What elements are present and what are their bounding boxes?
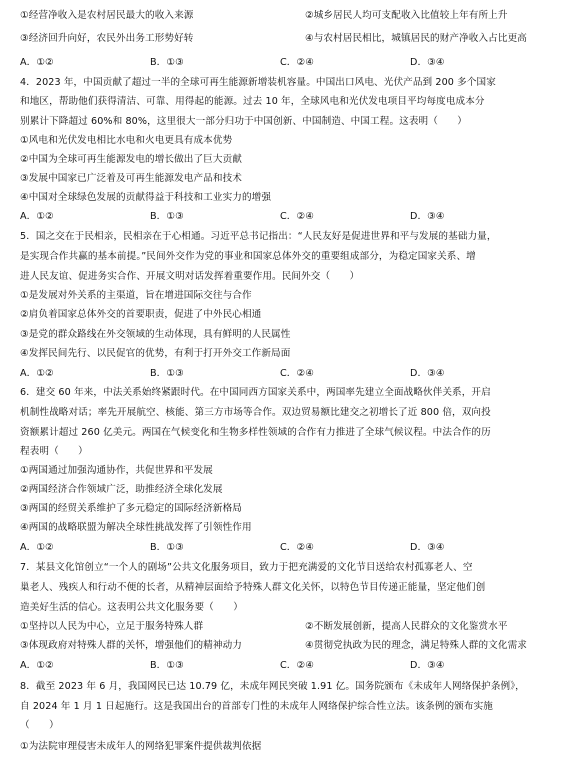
q3-choice-c: C．②④ <box>280 57 314 68</box>
q3-options-row-1 <box>20 6 570 25</box>
q7-choice-b: B．①③ <box>150 660 184 671</box>
q7-choice-c: C．②④ <box>280 660 314 671</box>
q4-choice-d: D．③④ <box>410 211 445 222</box>
q6-stem-line-3: 资额累计超过 260 亿美元。两国在气候变化和生物多样性领域的合作有力推进了全球气候议程。中法合作的历 <box>20 427 491 438</box>
q7-option-2: ②不断发展创新，提高人民群众的文化鉴赏水平 <box>305 621 508 632</box>
q6-choices <box>20 538 570 557</box>
q5-choices <box>20 364 570 383</box>
q4-option-3: ③发展中国家已广泛着及可再生能源发电产品和技术 <box>20 173 242 184</box>
q8-stem-line-1: 8．截至 2023 年 6 月，我国网民已达 10.79 亿，未成年网民突破 1.91 亿。国务院颁布《未成年人网络保护条例》， <box>20 681 525 692</box>
q5-option-1: ①是发展对外关系的主渠道，旨在增进国际交往与合作 <box>20 290 252 301</box>
q3-choices <box>20 53 570 72</box>
q5-option-4: ④发挥民间先行、以民促官的优势，有利于打开外交工作新局面 <box>20 348 291 359</box>
q7-options-row-1 <box>20 617 570 636</box>
q3-choice-d: D．③④ <box>410 57 445 68</box>
q7-option-3: ③体现政府对特殊人群的关怀，增强他们的精神动力 <box>20 640 242 651</box>
q7-stem-line-2: 巢老人、残疾人和行动不便的长者，从精神层面给予特殊人群文化关怀，以特色节目传递正能量，坚定他们创 <box>20 582 486 593</box>
q5-choice-a: A．①② <box>20 368 54 379</box>
q6-option-4: ④两国的战略联盟为解决全球性挑战发挥了引领性作用 <box>20 522 252 533</box>
q4-stem-line-3: 别累计下降超过 60%和 80%，这里很大一部分归功于中国创新、中国制造、中国工程。这表明（ ） <box>20 116 467 127</box>
q7-option-1: ①坚持以人民为中心，立足于服务特殊人群 <box>20 621 204 632</box>
q7-choice-a: A．①② <box>20 660 54 671</box>
q7-stem-line-1: 7．某县文化馆创立“一个人的剧场”公共文化服务项目，致力于把充满爱的文化节目送给农村孤寡老人、空 <box>20 562 473 573</box>
q6-stem-line-4: 程表明（ ） <box>20 446 88 457</box>
q8-option-1: ①为法院审理侵害未成年人的网络犯罪案件提供裁判依据 <box>20 741 262 752</box>
q3-options-row-2 <box>20 29 570 48</box>
q6-choice-a: A．①② <box>20 542 54 553</box>
q5-stem-line-3: 进人民友谊、促进务实合作、开展文明对话发挥着重要作用。民间外交（ ） <box>20 271 360 282</box>
q6-stem-line-1: 6．建交 60 年来，中法关系始终紧跟时代。在中国同西方国家关系中，两国率先建立全面战略伙伴关系，开启 <box>20 387 491 398</box>
q6-choice-d: D．③④ <box>410 542 445 553</box>
q4-stem-line-1: 4．2023 年，中国贡献了超过一半的全球可再生能源新增装机容量。中国出口风电、光伏产品到 200 多个国家 <box>20 77 496 88</box>
q3-option-1: ①经营净收入是农村居民最大的收入来源 <box>20 10 194 21</box>
q5-stem-line-2: 是实现合作共赢的基本前提。”民间外交作为党的事业和国家总体外交的重要组成部分，为稳定国家关系、增 <box>20 251 476 262</box>
q6-stem-line-2: 机制性战略对话；率先开展航空、核能、第三方市场等合作。双边贸易额比建交之初增长了近 800 倍，双向投 <box>20 407 491 418</box>
q5-choice-b: B．①③ <box>150 368 184 379</box>
q3-choice-a: A．①② <box>20 57 54 68</box>
q5-choice-c: C．②④ <box>280 368 314 379</box>
q6-option-2: ②两国经济合作领域广泛，助推经济全球化发展 <box>20 484 223 495</box>
q5-choice-d: D．③④ <box>410 368 445 379</box>
q5-option-3: ③是党的群众路线在外交领域的生动体现，具有鲜明的人民属性 <box>20 329 291 340</box>
q8-stem-line-3: （ ） <box>20 720 59 731</box>
q7-stem-line-3: 造美好生活的信心。这表明公共文化服务要（ ） <box>20 602 243 613</box>
q4-option-4: ④中国对全球绿色发展的贡献得益于科技和工业实力的增强 <box>20 192 272 203</box>
q4-choices <box>20 207 570 226</box>
q7-option-4: ④贯彻党执政为民的理念，满足特殊人群的文化需求 <box>305 640 527 651</box>
q4-option-2: ②中国为全球可再生能源发电的增长做出了巨大贡献 <box>20 154 242 165</box>
q6-option-3: ③两国的经贸关系维护了多元稳定的国际经济新格局 <box>20 503 242 514</box>
q5-stem-line-1: 5．国之交在于民相亲，民相亲在于心相通。习近平总书记指出：“人民友好是促进世界和平与发展的基础力量， <box>20 231 497 242</box>
q4-stem-line-2: 和地区，帮助他们获得清洁、可靠、用得起的能源。过去 10 年，全球风电和光伏发电项目平均每度电成本分 <box>20 96 485 107</box>
q3-option-4: ④与农村居民相比，城镇居民的财产净收入占比更高 <box>305 33 527 44</box>
q3-choice-b: B．①③ <box>150 57 184 68</box>
q7-options-row-2 <box>20 636 570 655</box>
q3-option-3: ③经济回升向好，农民外出务工形势好转 <box>20 33 194 44</box>
q6-choice-b: B．①③ <box>150 542 184 553</box>
q4-choice-a: A．①② <box>20 211 54 222</box>
q6-choice-c: C．②④ <box>280 542 314 553</box>
q7-choice-d: D．③④ <box>410 660 445 671</box>
q4-option-1: ①风电和光伏发电相比水电和火电更具有成本优势 <box>20 135 233 146</box>
q6-option-1: ①两国通过加强沟通协作，共促世界和平发展 <box>20 465 213 476</box>
q4-choice-b: B．①③ <box>150 211 184 222</box>
q5-option-2: ②肩负着国家总体外交的首要职责，促进了中外民心相通 <box>20 309 262 320</box>
q8-stem-line-2: 自 2024 年 1 月 1 日起施行。这是我国出台的首部专门性的未成年人网络保护综合性立法。该条例的颁布实施 <box>20 701 493 712</box>
q3-option-2: ②城乡居民人均可支配收入比值较上年有所上升 <box>305 10 508 21</box>
q7-choices <box>20 656 570 675</box>
q4-choice-c: C．②④ <box>280 211 314 222</box>
